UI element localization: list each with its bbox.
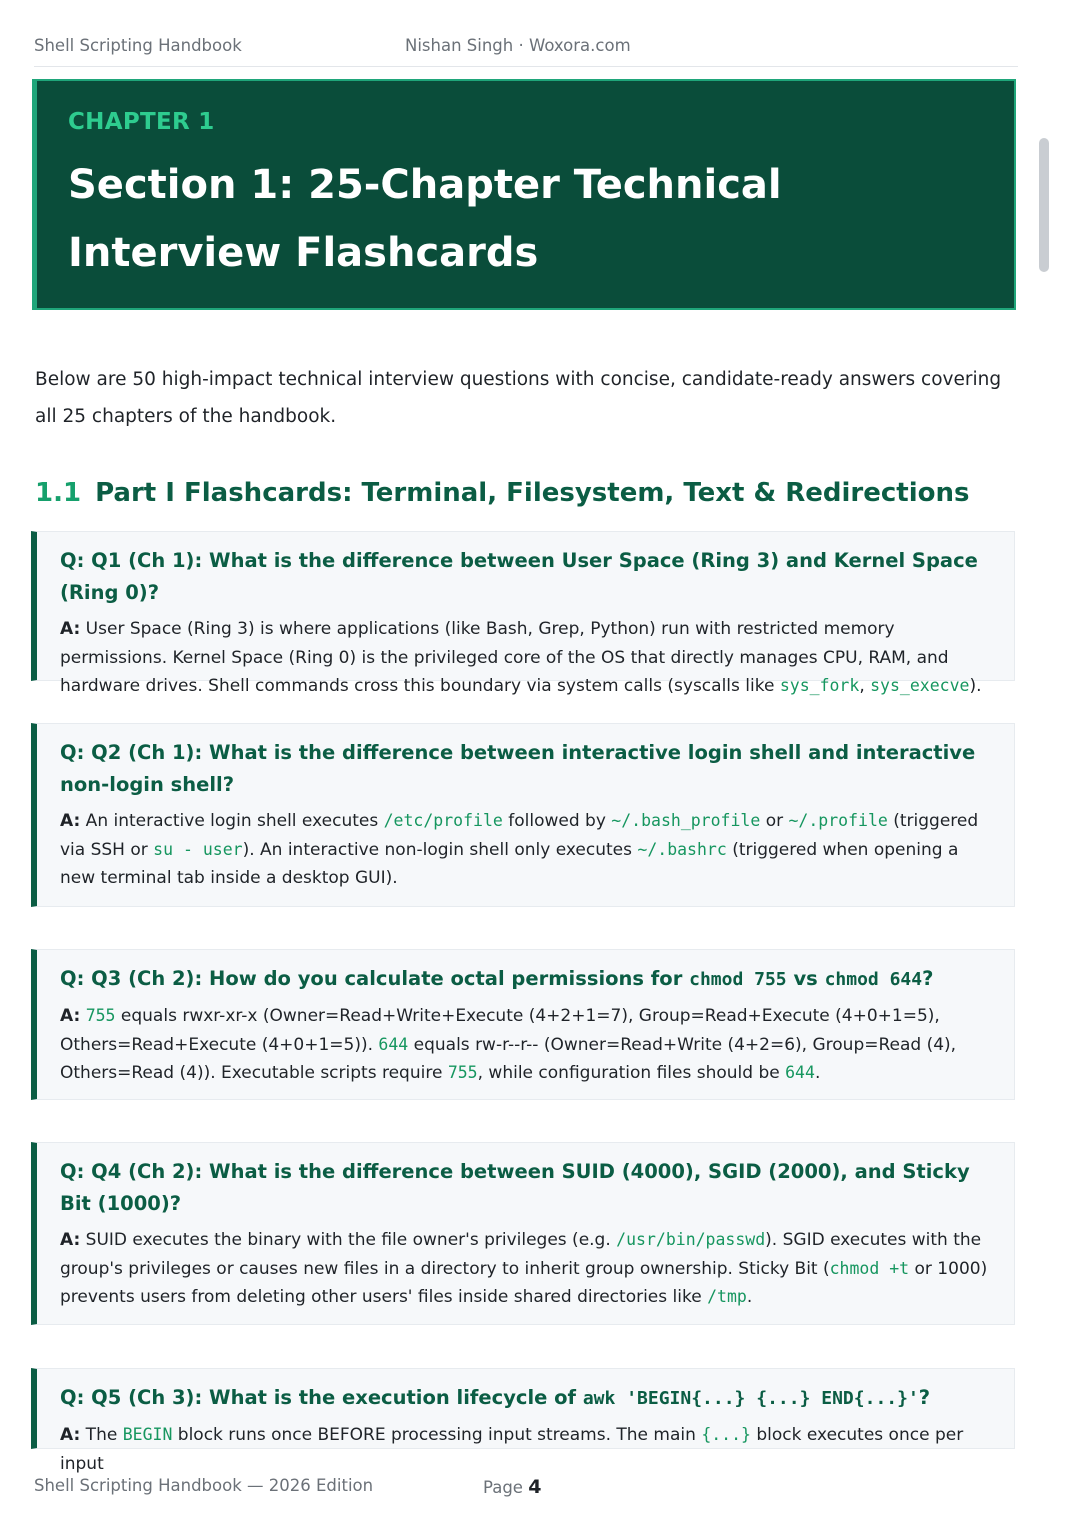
inline-code: ~/.profile (788, 811, 888, 830)
flashcard (31, 1142, 1015, 1325)
footer-page (483, 1476, 541, 1498)
text-run: Q: Q5 (Ch 3): What is the execution lifecycle of (60, 1386, 583, 1409)
inline-code: 644 (378, 1034, 409, 1054)
chapter-banner (32, 79, 1016, 310)
inline-code: 755 (85, 1006, 116, 1025)
text-run: (triggered when opening a new terminal tab inside a desktop GUI). (60, 839, 959, 888)
inline-code: 644 (785, 1063, 815, 1082)
flashcard-question (60, 963, 994, 996)
text-run: ). An interactive non-login shell only executes (242, 839, 638, 860)
text-run: or 1000) prevents users from deleting other users' files inside shared directories like (60, 1258, 988, 1307)
text-run: . (814, 1063, 821, 1083)
inline-code: ~/.bash_profile (611, 811, 761, 830)
inline-code: ~/.bashrc (637, 839, 727, 859)
flashcard-question (60, 1382, 994, 1415)
inline-code: BEGIN (122, 1425, 173, 1444)
inline-code: chmod +t (829, 1258, 910, 1278)
flashcard (31, 531, 1015, 696)
scrollbar-thumb[interactable] (1039, 138, 1049, 272)
text-run: vs (786, 967, 825, 990)
text-run: (triggered via SSH or (60, 811, 979, 860)
answer-label: A: (60, 1006, 81, 1026)
flashcard-question (60, 545, 994, 609)
inline-code: 755 (447, 1063, 478, 1082)
intro-paragraph: Below are 50 high-impact technical interview questions with concise, candidate-ready answers covering all 25 chapters of the handbook. (35, 369, 1002, 427)
answer-label: A: (60, 811, 81, 831)
text-run: SUID executes the binary with the file owner's privileges (e.g. (80, 1230, 617, 1250)
flashcard-answer (60, 1002, 994, 1088)
flashcard-question (60, 1156, 994, 1220)
text-run: ). SGID executes with the group's privileges or causes new files in a directory to inherit group ownership. Sticky Bit ( (60, 1230, 982, 1279)
flashcard (31, 1368, 1015, 1474)
section-heading (35, 478, 969, 508)
inline-code: sys_execve (870, 676, 970, 695)
flashcard-answer (60, 615, 994, 701)
inline-code: chmod 755 (689, 969, 787, 990)
text-run: Q: Q1 (Ch 1): What is the difference between User Space (Ring 3) and Kernel Space (Ring 0)? (60, 549, 978, 604)
flashcard-answer (60, 1421, 994, 1478)
header-book-title: Shell Scripting Handbook (34, 36, 242, 55)
inline-code: /etc/profile (383, 811, 503, 830)
text-run: , while configuration files should be (477, 1063, 786, 1083)
text-run: Q: Q2 (Ch 1): What is the difference between interactive login shell and interactive non-login shell? (60, 741, 976, 796)
text-run: equals rw-r--r-- (Owner=Read+Write (4+2=6), Group=Read (4), Others=Read (4)). Executable scripts require (60, 1034, 957, 1083)
answer-label: A: (60, 1230, 81, 1250)
text-run: equals rwxr-xr-x (Owner=Read+Write+Execute (4+2+1=7), Group=Read+Execute (4+0+1=5), Others=Read+Execute (4+0+1=5)). (60, 1006, 940, 1055)
text-run: , (859, 676, 871, 696)
inline-code: sys_fork (779, 676, 860, 695)
inline-code: awk 'BEGIN{...} {...} END{...}' (582, 1388, 919, 1409)
running-header (34, 36, 1018, 67)
chapter-title: Section 1: 25-Chapter Technical Interview Flashcards (68, 162, 782, 276)
flashcard (31, 723, 1015, 907)
text-run: ). (969, 676, 982, 696)
text-run: An interactive login shell executes (80, 811, 384, 831)
footer-edition: Shell Scripting Handbook — 2026 Edition (34, 1476, 374, 1495)
text-run: ? (922, 967, 934, 990)
inline-code: /tmp (707, 1287, 747, 1306)
flashcard (31, 949, 1015, 1100)
inline-code: /usr/bin/passwd (616, 1230, 766, 1249)
flashcard-answer (60, 807, 994, 893)
answer-label: A: (60, 619, 81, 639)
page-label: Page (483, 1478, 523, 1497)
text-run: The (80, 1425, 123, 1445)
text-run: Q: Q3 (Ch 2): How do you calculate octal permissions for (60, 967, 690, 990)
text-run: . (746, 1287, 753, 1307)
section-number: 1.1 (35, 478, 82, 508)
inline-code: {...} (701, 1425, 751, 1444)
text-run: Q: Q4 (Ch 2): What is the difference between SUID (4000), SGID (2000), and Sticky Bit (1000)? (60, 1160, 970, 1215)
answer-label: A: (60, 1425, 81, 1445)
header-author: Nishan Singh · Woxora.com (405, 36, 631, 55)
text-run: or (760, 811, 789, 831)
chapter-label: CHAPTER 1 (68, 109, 215, 135)
text-run: followed by (502, 811, 612, 831)
text-run: block executes once per input (60, 1425, 964, 1474)
flashcard-question (60, 737, 994, 801)
inline-code: chmod 644 (824, 969, 923, 990)
section-title: Part I Flashcards: Terminal, Filesystem, Text & Redirections (95, 478, 970, 508)
text-run: block runs once BEFORE processing input streams. The main (172, 1425, 702, 1445)
flashcard-answer (60, 1226, 994, 1312)
text-run: ? (918, 1386, 931, 1409)
inline-code: su - user (153, 839, 243, 859)
text-run: User Space (Ring 3) is where applications (like Bash, Grep, Python) run with restricted memory permissions. Kernel Space (Ring 0) is the privileged core of the OS that directly manages CPU, RAM, and hardware drives. Shell commands cross this boundary via system calls (syscalls like (60, 619, 949, 696)
page-number: 4 (528, 1476, 542, 1498)
